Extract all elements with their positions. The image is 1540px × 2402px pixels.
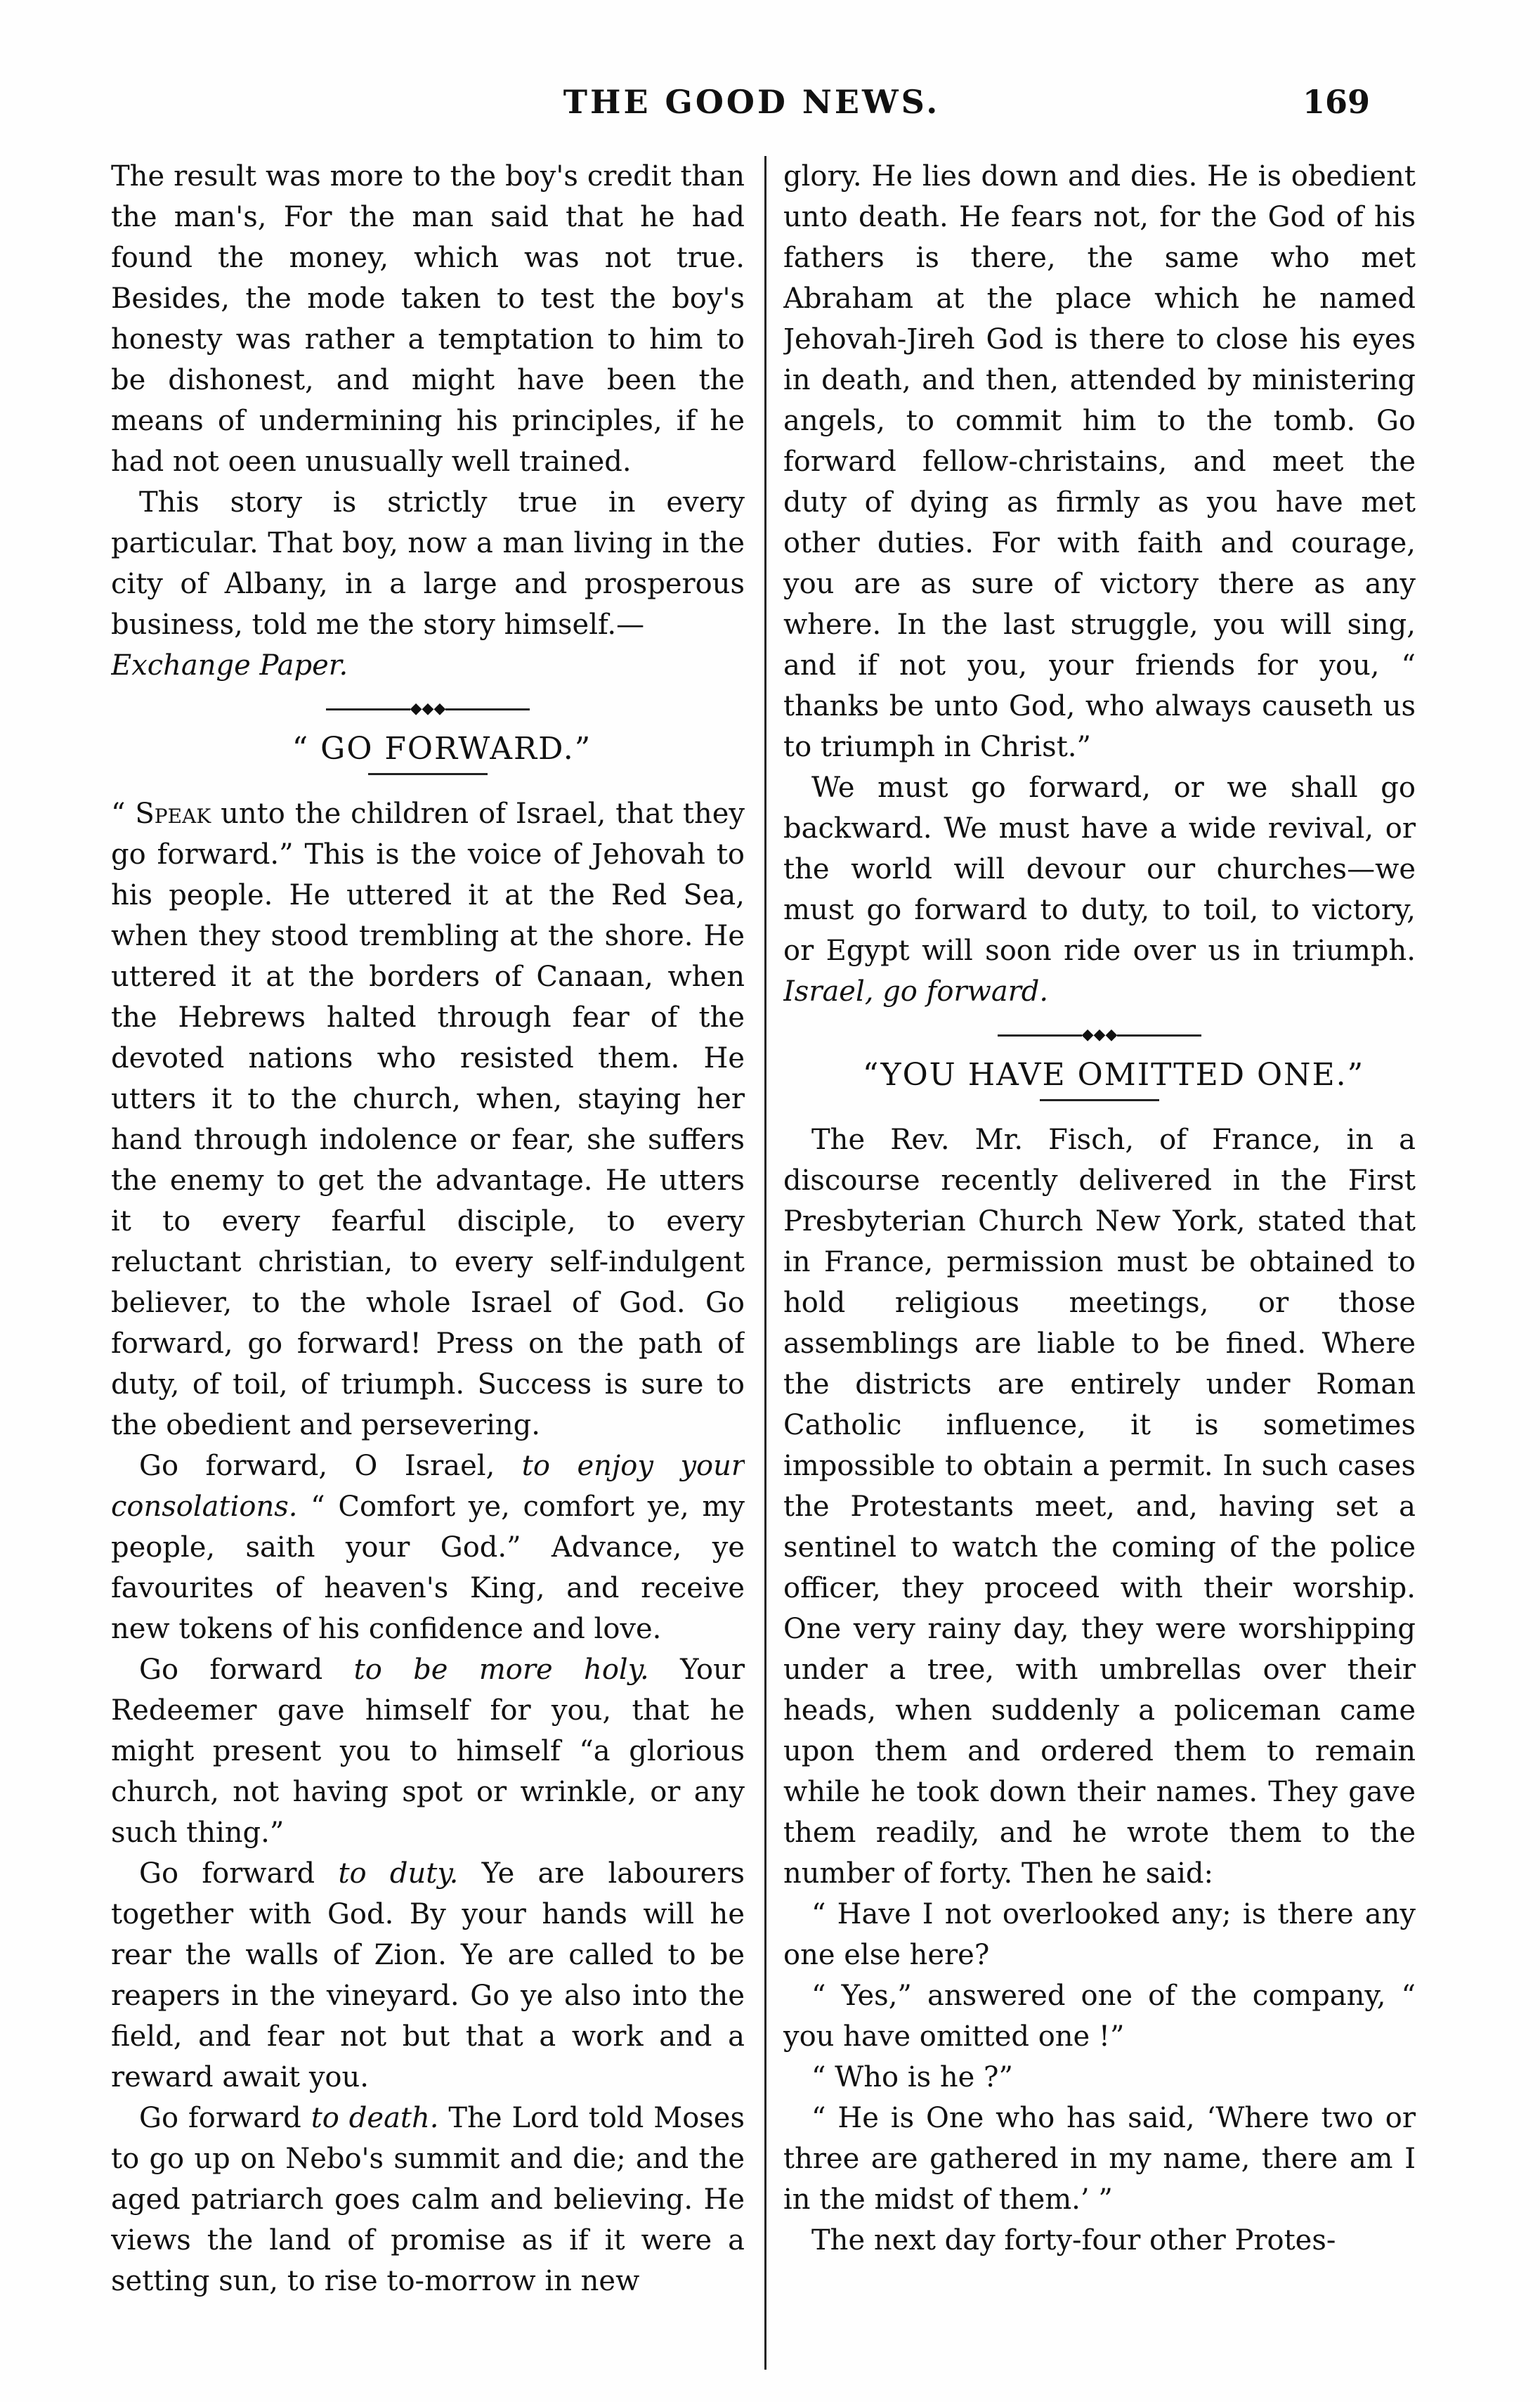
consolations-start: Go forward, O Israel, bbox=[139, 1450, 522, 1482]
who-is-he-paragraph: “ Who is he ?” bbox=[811, 2061, 1013, 2093]
revival-text: We must go forward, or we shall go backward. We must have a wide revival, or the world will devour our churches—we must go forward to duty, to toil, to victory, or Egypt will soon ride over us in triumph. bbox=[783, 772, 1416, 967]
consolations-paragraph bbox=[111, 1446, 745, 1649]
duty-paragraph bbox=[111, 1853, 745, 2098]
fisch-story-paragraph: The Rev. Mr. Fisch, of France, in a discourse recently delivered in the First Presbyterian Church New York, stated that in France, permission must be obtained to hold religious meetings, or those assemblings are liable to be fined. Where the districts are entirely under Roman Catholic influence, it is sometimes impossible to obtain a permit. In such cases the Protestants meet, and, having set a sentinel to watch the coming of the police officer, they proceed with their worship. One very rainy day, they were worshipping under a tree, with umbrellas over their heads, when suddenly a policeman came upon them and ordered them to remain while he took down their names. They gave them readily, and he wrote them to the number of forty. Then he said: bbox=[783, 1124, 1416, 1890]
death-emphasis: to death. bbox=[311, 2102, 439, 2134]
holiness-start: Go forward bbox=[139, 1654, 354, 1686]
drop-lead-word: “ Speak bbox=[111, 798, 211, 830]
scripture-answer-paragraph: “ He is One who has said, ‘Where two or three are gathered in my name, there am I in the midst of them.’ ” bbox=[783, 2102, 1416, 2216]
consolations-end: “ Comfort ye, comfort ye, my people, saith your God.” Advance, ye favourites of heaven's King, and receive new tokens of his confidence and love. bbox=[111, 1491, 745, 1645]
heading-rule bbox=[1040, 1099, 1159, 1101]
page-number: 169 bbox=[1302, 83, 1370, 121]
holiness-emphasis: to be more holy. bbox=[353, 1654, 649, 1686]
revival-paragraph bbox=[783, 767, 1416, 1012]
story-source: Exchange Paper. bbox=[111, 649, 348, 682]
heading-rule bbox=[368, 773, 488, 775]
consolations-emphasis: to enjoy your consolations. bbox=[111, 1450, 745, 1523]
article-heading-omitted-one: “YOU HAVE OMITTED ONE.” bbox=[862, 1057, 1365, 1093]
story-note-paragraph bbox=[111, 482, 745, 686]
company-answer-paragraph: “ Yes,” answered one of the company, “ you have omitted one !” bbox=[783, 1980, 1416, 2053]
right-column bbox=[783, 156, 1416, 2363]
next-day-paragraph: The next day forty-four other Protes- bbox=[811, 2224, 1336, 2257]
running-head bbox=[112, 83, 1391, 139]
death-start: Go forward bbox=[139, 2102, 311, 2134]
death-paragraph bbox=[111, 2098, 745, 2302]
duty-emphasis: to duty. bbox=[338, 1857, 459, 1890]
article-heading-go-forward: “ GO FORWARD.” bbox=[292, 731, 592, 767]
policeman-question-paragraph: “ Have I not overlooked any; is there any one else here? bbox=[783, 1898, 1416, 1971]
story-conclusion-paragraph: The result was more to the boy's credit than the man's, For the man said that he had found the money, which was not true. Besides, the mode taken to test the boy's honesty was rather a temptation to him to be dishonest, and might have been the means of undermining his principles, if he had not oeen unusually well trained. bbox=[111, 160, 745, 478]
holiness-end: Your Redeemer gave himself for you, that he might present you to himself “a glorious church, not having spot or wrinkle, or any such thing.” bbox=[111, 1654, 745, 1849]
duty-start: Go forward bbox=[139, 1857, 339, 1890]
running-title: THE GOOD NEWS. bbox=[563, 83, 941, 121]
holiness-paragraph bbox=[111, 1649, 745, 1853]
left-column bbox=[111, 156, 745, 2363]
death-end: The Lord told Moses to go up on Nebo's summit and die; and the aged patriarch goes calm and believing. He views the land of promise as if it were a setting sun, to rise to-morrow in new bbox=[111, 2102, 745, 2297]
story-note-text: This story is strictly true in every particular. That boy, now a man living in the city of Albany, in a large and prosperous business, told me the story himself.— bbox=[111, 486, 745, 641]
section-ornament: ◆◆◆ bbox=[994, 1026, 1205, 1044]
revival-closing: Israel, go forward. bbox=[783, 975, 1049, 1008]
duty-end: Ye are labourers together with God. By your hands will he rear the walls of Zion. Ye are called to be reapers in the vineyard. Go ye also into the field, and fear not but that a work and a reward await you. bbox=[111, 1857, 745, 2093]
column-divider bbox=[764, 156, 766, 2370]
go-forward-intro-text: unto the children of Israel, that they go forward.” This is the voice of Jehovah to his people. He uttered it at the Red Sea, when they stood trembling at the shore. He uttered it at the borders of Canaan, when the Hebrews halted through fear of the devoted nations who resisted them. He utters it to the church, when, staying her hand through indolence or fear, she suffers the enemy to get the advantage. He utters it to every fearful disciple, to every reluctant christian, to every self-indulgent believer, to the whole Israel of God. Go forward, go forward! Press on the path of duty, of toil, of triumph. Success is sure to the obedient and persevering. bbox=[111, 798, 745, 1441]
go-forward-intro-paragraph bbox=[111, 793, 745, 1446]
section-ornament: ◆◆◆ bbox=[322, 700, 533, 718]
death-continuation-paragraph: glory. He lies down and dies. He is obedient unto death. He fears not, for the God of his fathers is there, the same who met Abraham at the place which he named Jehovah-Jireh God is there to close his eyes in death, and then, attended by ministering angels, to commit him to the tomb. Go forward fellow-christains, and meet the duty of dying as firmly as you have met other duties. For with faith and courage, you are as sure of victory there as any where. In the last struggle, you will sing, and if not you, your friends for you, “ thanks be unto God, who always causeth us to triumph in Christ.” bbox=[783, 160, 1416, 763]
